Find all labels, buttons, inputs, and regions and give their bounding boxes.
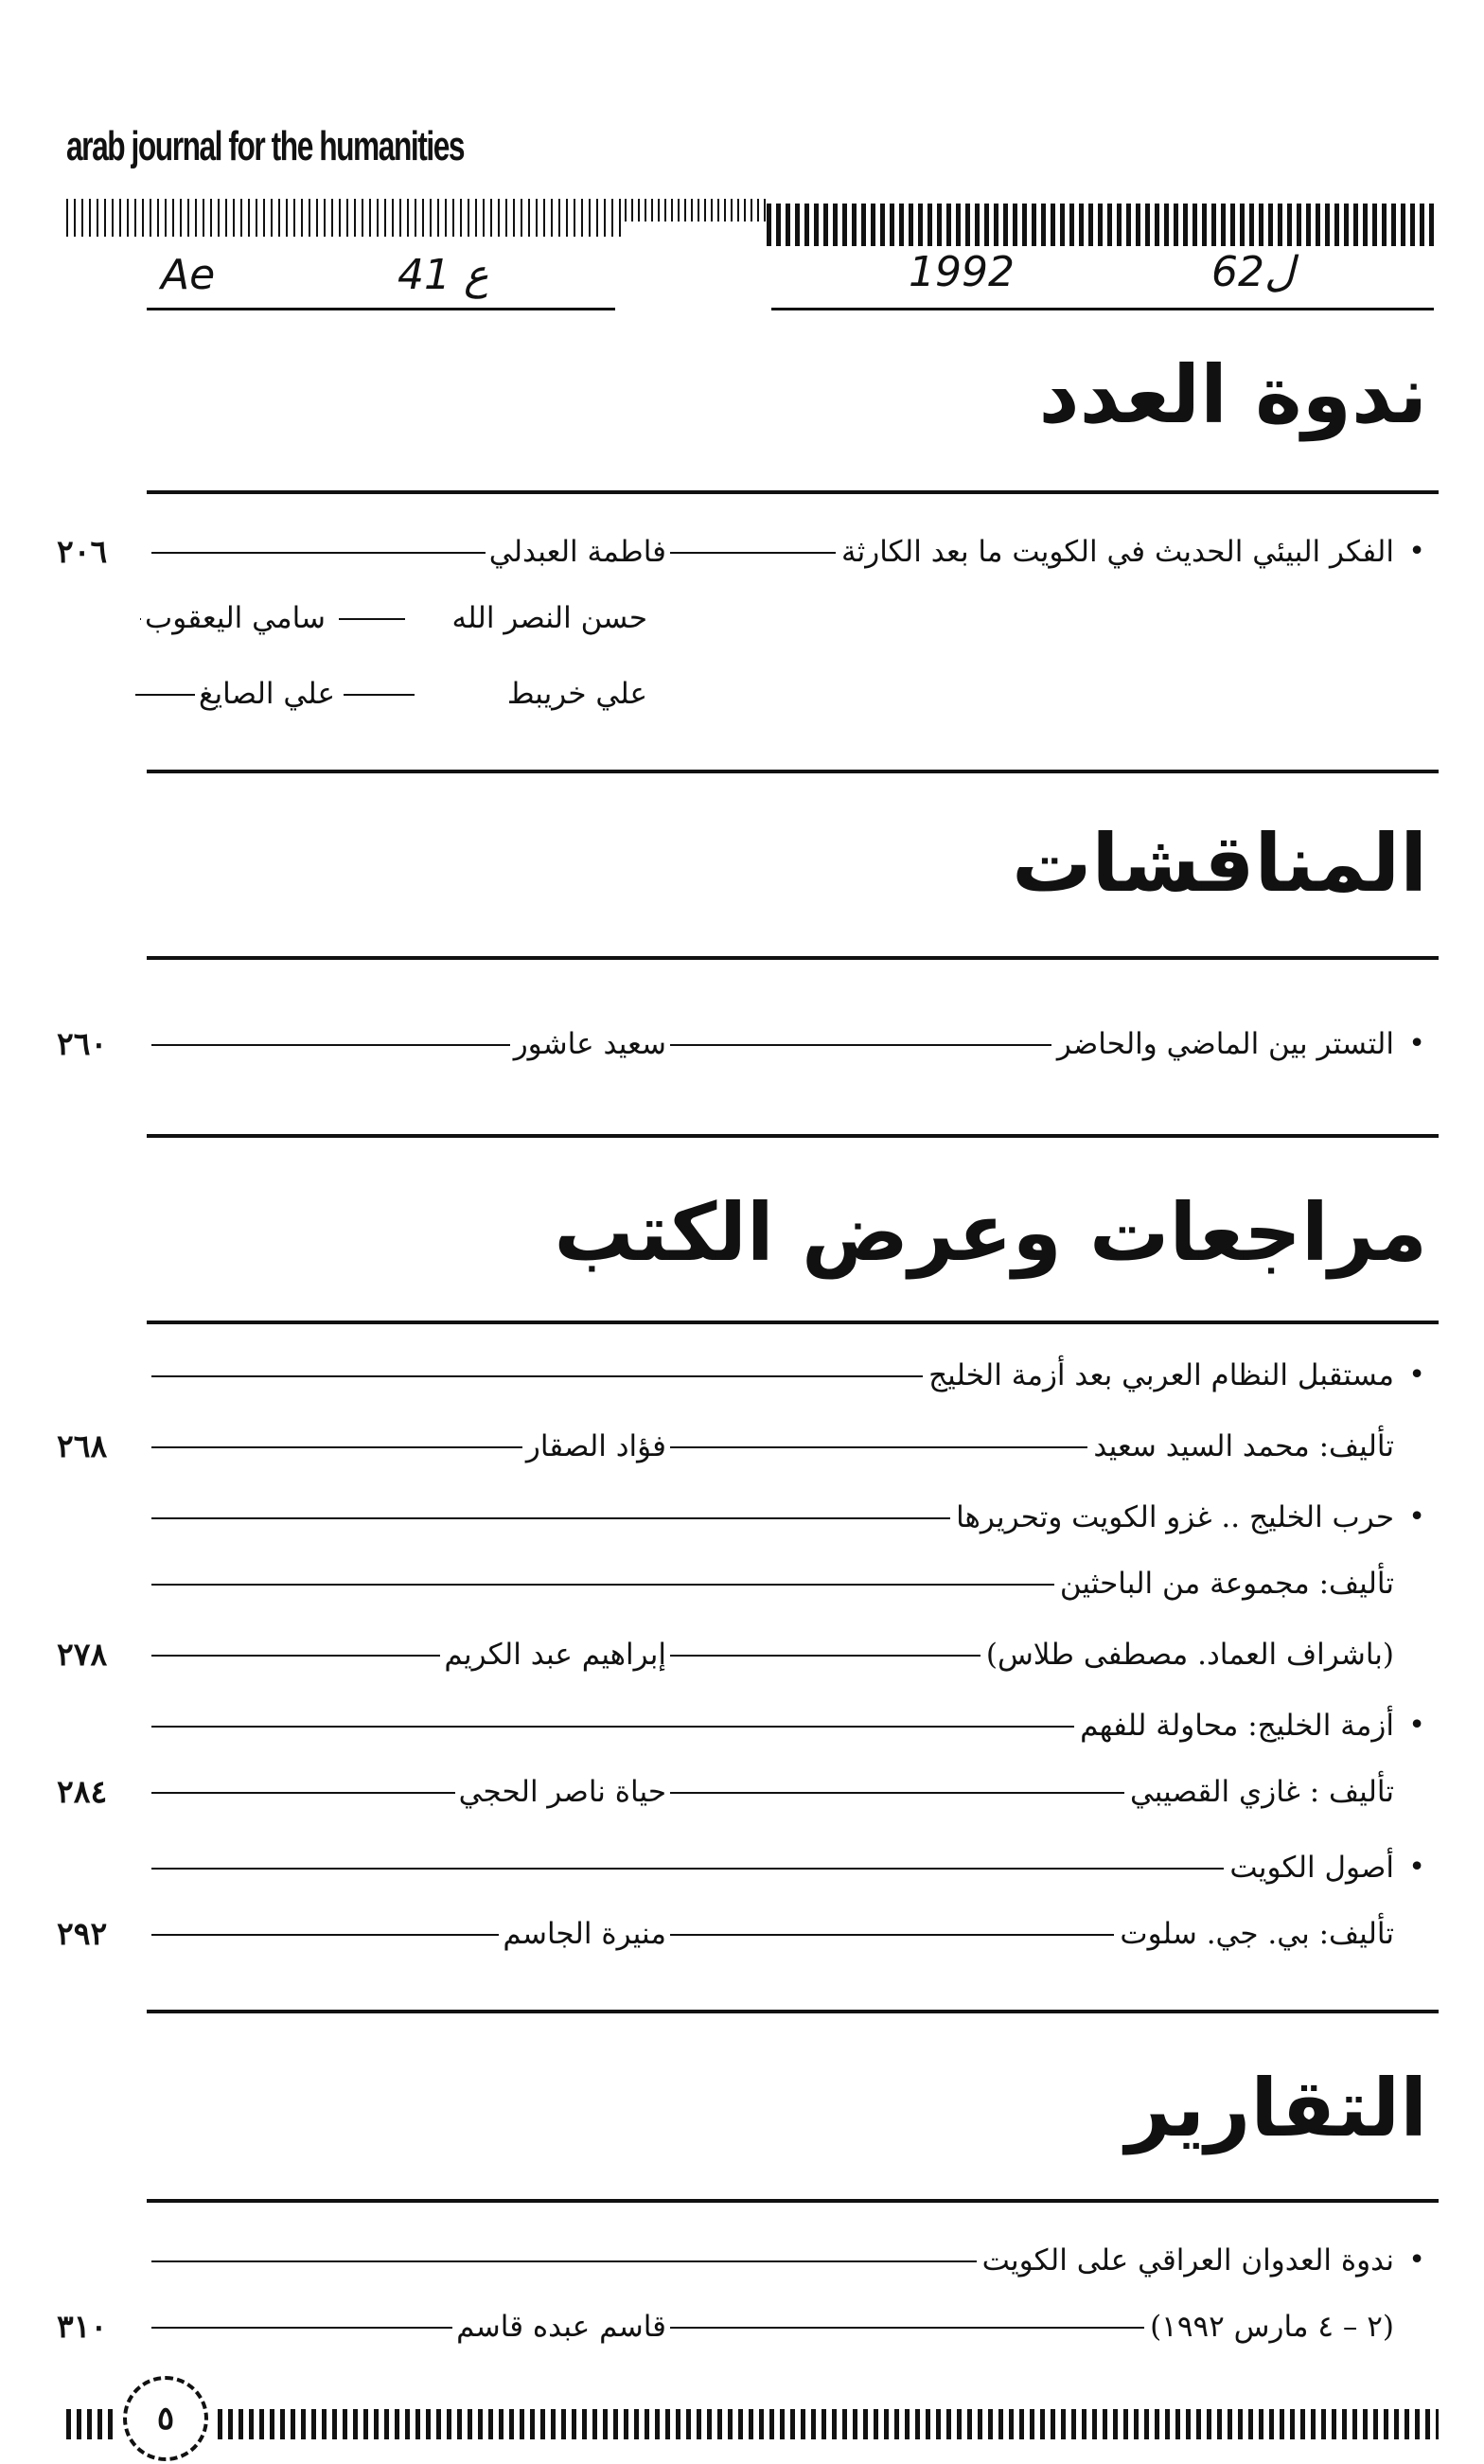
participant: سامي اليعقوب [141, 592, 329, 645]
participant: حسن النصر الله [449, 592, 651, 645]
section-title-reports: التقارير [1125, 2062, 1427, 2154]
toc-entry-author-line [57, 1907, 1437, 1960]
bullet: • [1408, 1851, 1425, 1884]
entry-title: أزمة الخليج: محاولة للفهم [1074, 1699, 1394, 1752]
toc-entry-author-line [57, 1557, 1437, 1610]
toc-entry [57, 1491, 1437, 1544]
section-rule [147, 1134, 1439, 1138]
entry-author: حياة ناصر الحجي [455, 1765, 670, 1818]
section-rule [147, 956, 1439, 960]
entry-page: ٢٠٦ [57, 533, 108, 570]
toc-entry [57, 1841, 1437, 1894]
bullet: • [1408, 1500, 1425, 1533]
entry-by: تأليف: بي. جي. سلوت [1114, 1907, 1394, 1960]
participant: علي خريبط [504, 667, 651, 720]
toc-entry [57, 2234, 1437, 2287]
section-title-reviews: مراجعات وعرض الكتب [554, 1186, 1427, 1279]
section-rule [147, 2199, 1439, 2203]
entry-by: تأليف : غازي القصيبي [1124, 1765, 1394, 1818]
entry-by: تأليف: محمد السيد سعيد [1087, 1420, 1394, 1473]
dash [135, 694, 197, 696]
section-title-nadwa: ندوة العدد [1038, 348, 1427, 441]
handwritten-underline-right [771, 308, 1434, 310]
bullet: • [1408, 535, 1425, 568]
handwritten-note-d: 62ل [1211, 248, 1295, 296]
page-number-badge [114, 2376, 218, 2461]
section-rule [147, 490, 1439, 494]
journal-masthead: arab journal for the humanities [66, 123, 465, 169]
entry-by: تأليف: مجموعة من الباحثين [1054, 1557, 1394, 1610]
entry-title: ندوة العدوان العراقي على الكويت [977, 2234, 1394, 2287]
page-number: ٥ [123, 2376, 208, 2461]
participant: علي الصايغ [195, 667, 339, 720]
masthead-barcode-right [767, 204, 1434, 246]
participants-line-1 [0, 592, 1484, 645]
handwritten-underline-left [147, 308, 615, 310]
entry-page: ٢٩٢ [57, 1915, 108, 1952]
dash [344, 694, 415, 696]
entry-author: سعيد عاشور [510, 1018, 670, 1071]
section-rule [147, 1321, 1439, 1324]
toc-entry [57, 1349, 1437, 1402]
entry-by-supervision: (باشراف العماد. مصطفى طلاس) [980, 1628, 1394, 1681]
entry-author: قاسم عبده قاسم [452, 2300, 670, 2353]
section-rule [147, 2010, 1439, 2013]
entry-title: مستقبل النظام العربي بعد أزمة الخليج [923, 1349, 1394, 1402]
entry-title: التستر بين الماضي والحاضر [1051, 1018, 1394, 1071]
toc-entry-author-line [57, 1765, 1437, 1818]
masthead-barcode-middle [625, 199, 767, 222]
bullet: • [1408, 1358, 1425, 1392]
toc-entry-author-line [57, 2300, 1437, 2353]
footer-barcode-right [218, 2409, 1439, 2439]
entry-page: ٣١٠ [57, 2308, 108, 2345]
section-rule [147, 770, 1439, 773]
handwritten-note-a: Ae [161, 251, 216, 299]
entry-author: منيرة الجاسم [499, 1907, 670, 1960]
bullet: • [1408, 1709, 1425, 1742]
bullet: • [1408, 1027, 1425, 1060]
bullet: • [1408, 2243, 1425, 2277]
handwritten-note-b: 41 ع [398, 251, 489, 299]
toc-entry [57, 1699, 1437, 1752]
entry-title: الفكر البيئي الحديث في الكويت ما بعد الكارثة [836, 525, 1394, 578]
entry-title: أصول الكويت [1224, 1841, 1394, 1894]
entry-author: فاطمة العبدلي [486, 525, 670, 578]
entry-title: حرب الخليج .. غزو الكويت وتحريرها [950, 1491, 1394, 1544]
toc-entry-author-line [57, 1420, 1437, 1473]
masthead-barcode-left [66, 199, 625, 237]
entry-author: فؤاد الصقار [522, 1420, 670, 1473]
handwritten-note-c: 1992 [909, 248, 1015, 296]
entry-page: ٢٦٨ [57, 1427, 108, 1464]
dash [339, 618, 405, 620]
toc-entry-author-line [57, 1628, 1437, 1681]
entry-page: ٢٦٠ [57, 1025, 108, 1062]
participants-line-2 [0, 667, 1484, 720]
section-title-munaqashat: المناقشات [1012, 817, 1427, 910]
entry-page: ٢٨٤ [57, 1773, 108, 1810]
footer-barcode-left [66, 2409, 114, 2439]
toc-entry [57, 1018, 1437, 1071]
entry-author: إبراهيم عبد الكريم [440, 1628, 670, 1681]
leader-line [151, 1868, 1394, 1870]
entry-page: ٢٧٨ [57, 1636, 108, 1673]
toc-entry [57, 525, 1437, 578]
entry-date: (٢ – ٤ مارس ١٩٩٢) [1144, 2300, 1394, 2353]
